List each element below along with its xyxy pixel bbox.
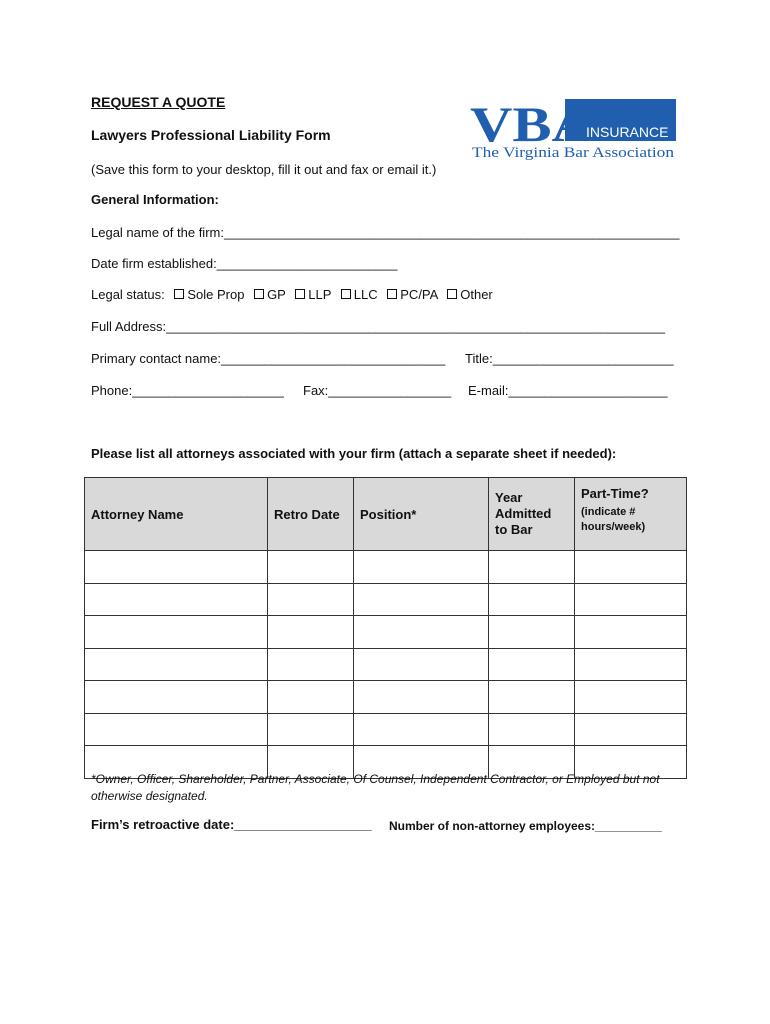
cell-input[interactable]	[268, 713, 354, 746]
cell-input[interactable]	[85, 648, 268, 681]
col-year-line2: Admitted	[495, 506, 552, 521]
cell-input[interactable]	[575, 583, 687, 616]
cell-input[interactable]	[354, 681, 489, 714]
cell-input[interactable]	[268, 648, 354, 681]
col-retro-date: Retro Date	[268, 478, 354, 551]
col-year-line1: Year	[495, 490, 523, 505]
cell-input[interactable]	[489, 551, 575, 584]
col-attorney-name: Attorney Name	[85, 478, 268, 551]
llp-label: LLP	[308, 287, 332, 302]
other-checkbox[interactable]	[447, 289, 457, 299]
primary-contact-field[interactable]: Primary contact name:_______________________________	[91, 351, 446, 366]
vba-logo	[470, 99, 676, 161]
cell-input[interactable]	[85, 616, 268, 649]
cell-input[interactable]	[354, 648, 489, 681]
cell-input[interactable]	[575, 616, 687, 649]
phone-field[interactable]: Phone:_____________________	[91, 383, 285, 398]
cell-input[interactable]	[489, 681, 575, 714]
cell-input[interactable]	[85, 583, 268, 616]
cell-input[interactable]	[489, 616, 575, 649]
page-title: REQUEST A QUOTE	[91, 94, 226, 110]
non-attorney-count-field[interactable]: Number of non-attorney employees:__________	[389, 819, 662, 833]
llp-checkbox[interactable]	[295, 289, 305, 299]
attorney-table	[84, 477, 687, 779]
cell-input[interactable]	[489, 583, 575, 616]
cell-input[interactable]	[354, 713, 489, 746]
date-established-field[interactable]: Date firm established:_________________________	[91, 256, 398, 271]
legal-status-label: Legal status:	[91, 287, 165, 302]
col-part-time	[575, 478, 687, 551]
table-row	[85, 616, 687, 649]
email-field[interactable]: E-mail:______________________	[468, 383, 668, 398]
retro-date-field[interactable]: Firm’s retroactive date:___________________	[91, 817, 372, 832]
llc-label: LLC	[353, 287, 378, 302]
full-address-field[interactable]: Full Address:_____________________________________________________________________	[91, 319, 666, 334]
cell-input[interactable]	[354, 551, 489, 584]
cell-input[interactable]	[575, 713, 687, 746]
cell-input[interactable]	[268, 583, 354, 616]
title-field[interactable]: Title:_________________________	[465, 351, 674, 366]
legal-name-field[interactable]: Legal name of the firm:_______________________________________________________________	[91, 225, 680, 240]
col-part-time-note1: (indicate #	[581, 506, 636, 518]
other-label: Other	[460, 287, 493, 302]
table-row	[85, 583, 687, 616]
cell-input[interactable]	[489, 713, 575, 746]
cell-input[interactable]	[489, 648, 575, 681]
sole-prop-checkbox[interactable]	[174, 289, 184, 299]
col-part-time-label: Part-Time?	[581, 486, 649, 501]
general-info-heading: General Information:	[91, 192, 219, 207]
cell-input[interactable]	[354, 583, 489, 616]
cell-input[interactable]	[354, 616, 489, 649]
cell-input[interactable]	[85, 713, 268, 746]
llc-checkbox[interactable]	[341, 289, 351, 299]
col-part-time-note2: hours/week)	[581, 521, 646, 533]
cell-input[interactable]	[575, 551, 687, 584]
table-row	[85, 713, 687, 746]
gp-checkbox[interactable]	[254, 289, 264, 299]
position-footnote: *Owner, Officer, Shareholder, Partner, Associate, Of Counsel, Independent Contractor, or Employed but not otherwise designated.	[91, 772, 660, 803]
logo-letters: VBA	[470, 99, 594, 152]
gp-label: GP	[267, 287, 286, 302]
table-row	[85, 648, 687, 681]
col-position: Position*	[354, 478, 489, 551]
col-year-admitted	[489, 478, 575, 551]
table-row	[85, 681, 687, 714]
form-subtitle: Lawyers Professional Liability Form	[91, 127, 331, 143]
col-year-line3: to Bar	[495, 522, 533, 537]
attorney-instruction: Please list all attorneys associated with your firm (attach a separate sheet if needed):	[91, 446, 617, 461]
logo-insurance: INSURANCE	[586, 124, 669, 140]
pcpa-label: PC/PA	[400, 287, 438, 302]
sole-prop-label: Sole Prop	[187, 287, 245, 302]
cell-input[interactable]	[268, 616, 354, 649]
cell-input[interactable]	[268, 551, 354, 584]
cell-input[interactable]	[575, 681, 687, 714]
cell-input[interactable]	[85, 551, 268, 584]
cell-input[interactable]	[575, 648, 687, 681]
save-note: (Save this form to your desktop, fill it out and fax or email it.)	[91, 162, 437, 177]
legal-status-row	[91, 287, 493, 302]
table-row	[85, 551, 687, 584]
fax-field[interactable]: Fax:_________________	[303, 383, 452, 398]
cell-input[interactable]	[85, 681, 268, 714]
logo-org-name: The Virginia Bar Association	[472, 145, 675, 161]
pcpa-checkbox[interactable]	[387, 289, 397, 299]
cell-input[interactable]	[268, 681, 354, 714]
